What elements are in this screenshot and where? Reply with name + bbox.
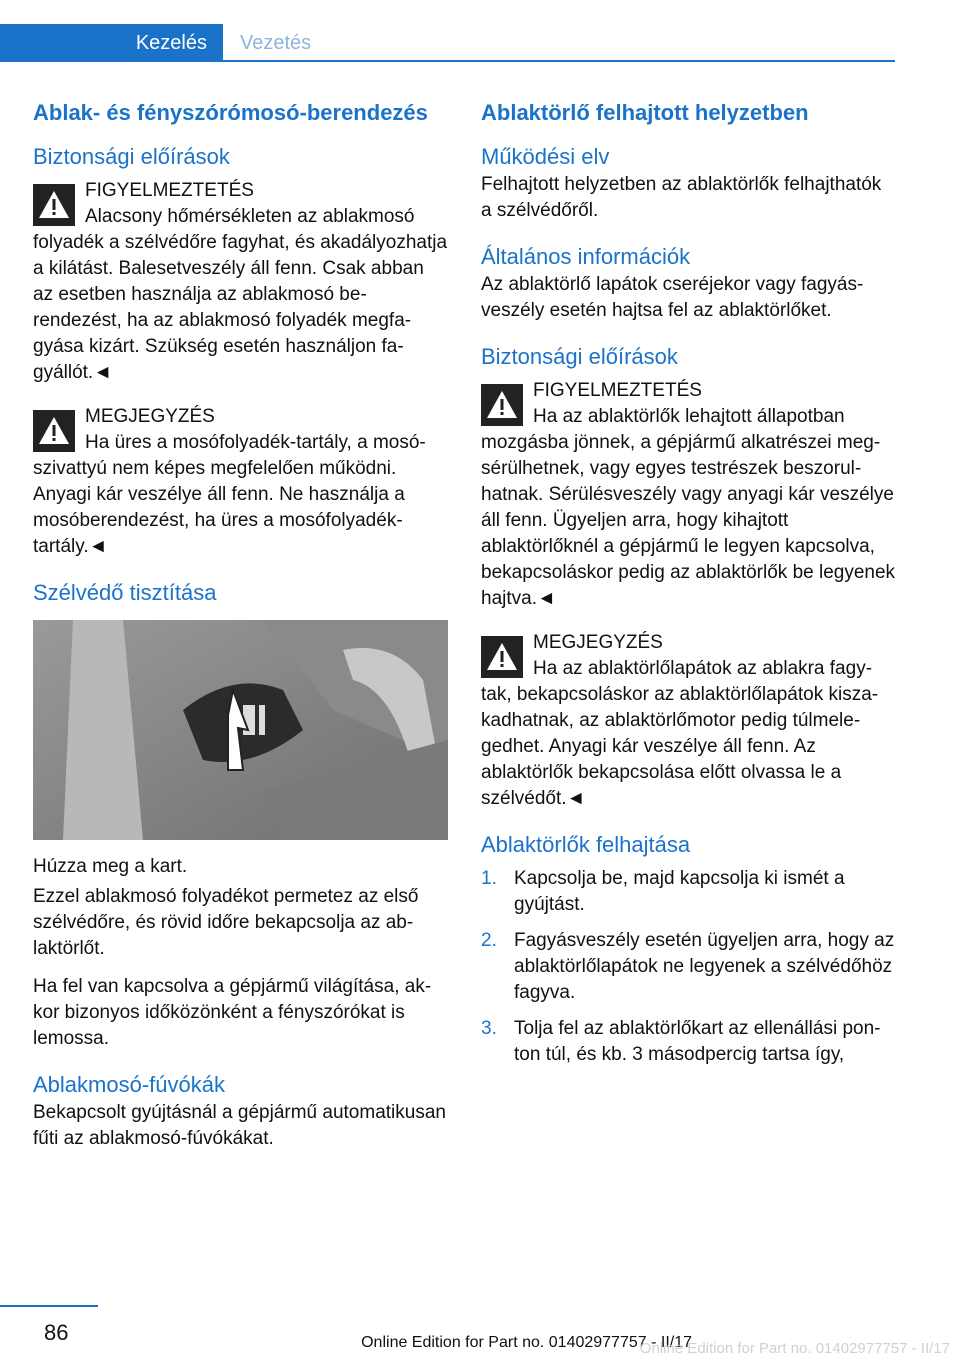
page-number: 86 bbox=[44, 1320, 69, 1345]
heading-general: Általános információk bbox=[481, 244, 691, 269]
step-number: 3. bbox=[481, 1018, 497, 1039]
headlight-wash-text: Ha fel van kapcsolva a gépjármű világítása, akkor bizonyos időközönként a fényszórókat is lemossa. bbox=[33, 976, 432, 1049]
nozzles-text: Bekapcsolt gyújtásnál a gépjármű automatikusan fűti az ablakmosó-fúvókákat. bbox=[33, 1102, 446, 1149]
warning-label: FIGYELMEZTETÉS bbox=[85, 180, 254, 201]
warning-triangle-icon bbox=[481, 384, 523, 426]
warning-text: Alacsony hőmérsékleten az ablakmosó folyadék a szélvédőre fagyhat, és akadályozhatja a kilátást. Balesetveszély áll fenn. Csak abban az esetben használja az ablakmosó berendezést, ha az ablakmosó folyadék megfagyása kizárt. Szükség esetén használjon fagyállót.◄ bbox=[33, 206, 448, 383]
heading-windshield-cleaning: Szélvédő tisztítása bbox=[33, 580, 217, 605]
step-text: Tolja fel az ablaktörlőkart az ellenállási ponton túl, és kb. 3 másodpercig tartsa így, bbox=[514, 1018, 881, 1065]
warning-label: FIGYELMEZTETÉS bbox=[533, 380, 702, 401]
note-block bbox=[33, 404, 448, 560]
step-text: Kapcsolja be, majd kapcsolja ki ismét a gyújtást. bbox=[514, 868, 845, 915]
section-tabs bbox=[0, 24, 895, 62]
list-item bbox=[481, 1016, 896, 1068]
folding-steps bbox=[481, 866, 896, 1068]
left-column bbox=[33, 98, 448, 1164]
heading-principle: Működési elv bbox=[481, 144, 610, 169]
section-title-wiper-folded: Ablaktörlő felhajtott helyzetben bbox=[481, 100, 809, 125]
warning-triangle-icon bbox=[33, 410, 75, 452]
heading-folding: Ablaktörlők felhajtása bbox=[481, 832, 691, 857]
edition-text: Online Edition for Part no. 01402977757 - II/17 bbox=[361, 1334, 692, 1351]
warning-triangle-icon bbox=[33, 184, 75, 226]
heading-safety: Biztonsági előírások bbox=[33, 144, 230, 169]
heading-nozzles: Ablakmosó-fúvókák bbox=[33, 1072, 225, 1097]
warning-block bbox=[33, 178, 448, 386]
section-title-washer: Ablak- és fényszórómosó-berendezés bbox=[33, 100, 428, 125]
note-label: MEGJEGYZÉS bbox=[533, 632, 663, 653]
note-text: Ha az ablaktörlőlapátok az ablakra fagytak, bekapcsoláskor az ablaktörlőlapátok kiszakadhatnak, az ablaktörlőmotor pedig túlmelegedhet. Anyagi kár veszélye áll fenn. Az ablaktörlők bekapcsolása előtt olvassa le a szélvédőt.◄ bbox=[481, 658, 879, 809]
note-text: Ha üres a mosófolyadék-tartály, a mosószivattyú nem képes megfelelően működni. Anyagi kár veszélye áll fenn. Ne használja a mosóberendezést, ha üres a mosófolyadéktartály.◄ bbox=[33, 432, 426, 557]
warning-text: Ha az ablaktörlők lehajtott állapotban mozgásba jönnek, a gépjármű alkatrészei megsérülhetnek, vagy egyes testrészek beszorulhatnak. Sérülésveszély vagy anyagi kár veszélye áll fenn. Ügyeljen arra, hogy kihajtott ablaktörlőknél a gépjármű le legyen kapcsolva, bekapcsoláskor pedig az ablaktörlők be legyenek hajtva.◄ bbox=[481, 406, 896, 609]
list-item bbox=[481, 928, 896, 1006]
warning-triangle-icon bbox=[481, 636, 523, 678]
principle-text: Felhajtott helyzetben az ablaktörlők felhajthatók a szélvédőről. bbox=[481, 174, 882, 221]
general-text: Az ablaktörlő lapátok cseréjekor vagy fagyásveszély esetén hajtsa fel az ablaktörlőket. bbox=[481, 274, 864, 321]
pull-lever-text: Húzza meg a kart. bbox=[33, 856, 188, 877]
tab-kezeles[interactable]: Kezelés bbox=[0, 24, 223, 62]
step-number: 1. bbox=[481, 868, 497, 889]
list-item bbox=[481, 866, 896, 918]
note-block bbox=[481, 630, 896, 812]
footer-rule bbox=[0, 1305, 98, 1307]
note-label: MEGJEGYZÉS bbox=[85, 406, 215, 427]
tab-vezetes[interactable]: Vezetés bbox=[240, 32, 312, 54]
right-column bbox=[481, 98, 896, 1078]
step-text: Fagyásveszély esetén ügyeljen arra, hogy az ablaktörlőlapátok ne legyenek a szélvédőhöz fagyva. bbox=[514, 930, 895, 1003]
heading-safety-right: Biztonsági előírások bbox=[481, 344, 678, 369]
watermark: Online Edition for Part no. 01402977757 - II/17 bbox=[639, 1340, 950, 1357]
tab-underline bbox=[0, 60, 895, 62]
pull-lever-desc: Ezzel ablakmosó folyadékot permetez az első szélvédőre, és rövid időre bekapcsolja az ablaktörlőt. bbox=[33, 886, 419, 959]
step-number: 2. bbox=[481, 930, 497, 951]
warning-block bbox=[481, 378, 896, 612]
wiper-lever-photo bbox=[33, 620, 448, 840]
